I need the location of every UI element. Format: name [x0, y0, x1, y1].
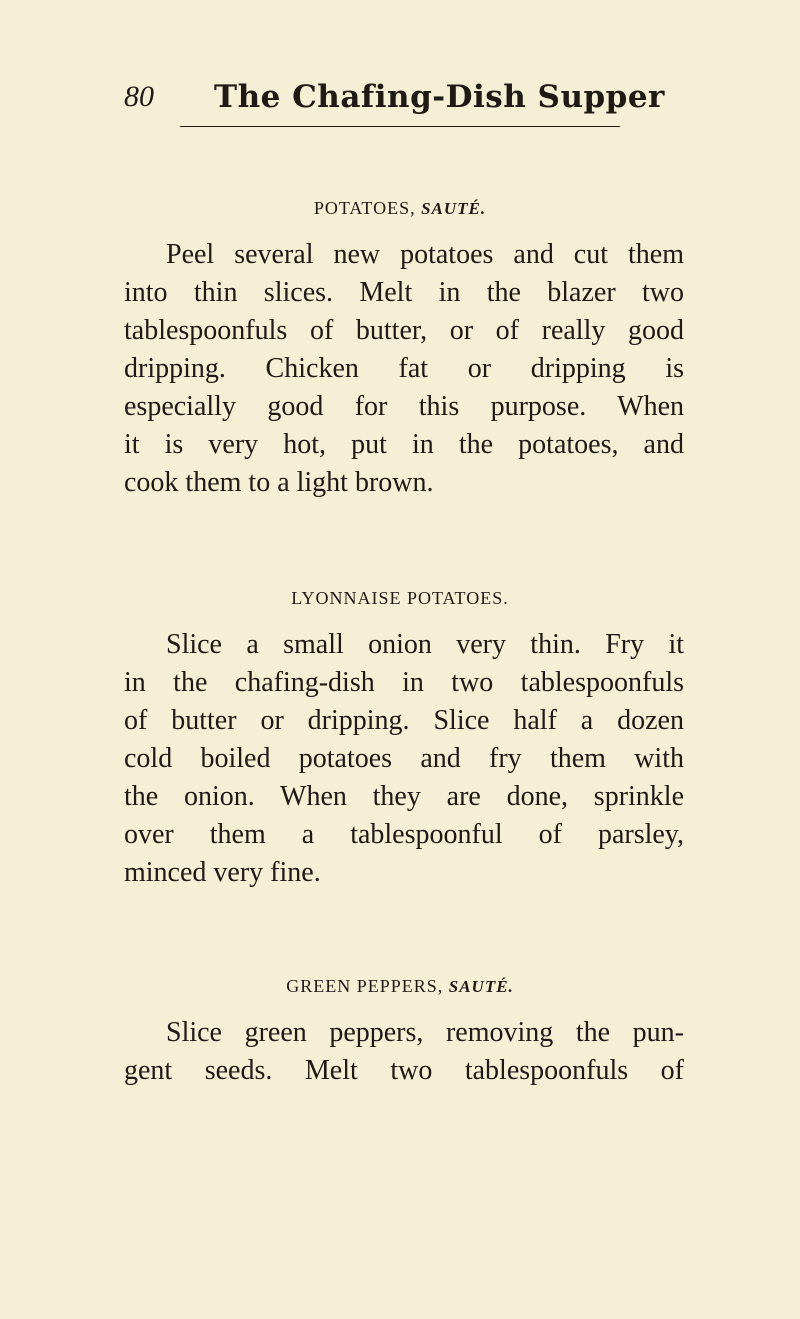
- text-line: cook them to a light brown.: [124, 467, 434, 498]
- section-title: POTATOES,: [313, 198, 416, 218]
- text-line: the onion. When they are done, sprinkle: [124, 781, 684, 812]
- section-heading-lyonnaise-potatoes: [0, 586, 800, 610]
- text-line: tablespoonfuls of butter, or of really good: [124, 315, 684, 346]
- text-line: Slice a small onion very thin. Fry it: [166, 629, 684, 660]
- recipe-paragraph-green-peppers: [124, 1014, 684, 1090]
- text-line: into thin slices. Melt in the blazer two: [124, 277, 684, 308]
- section-title: GREEN PEPPERS,: [286, 976, 444, 996]
- text-line: dripping. Chicken fat or dripping is: [124, 353, 684, 384]
- text-line: over them a tablespoonful of parsley,: [124, 819, 684, 850]
- recipe-paragraph-potatoes-saute: [124, 236, 684, 502]
- text-line: minced very fine.: [124, 857, 321, 888]
- text-line: in the chafing-dish in two tablespoonfuls: [124, 667, 684, 698]
- section-heading-green-peppers-saute: [0, 974, 800, 999]
- text-line: Peel several new potatoes and cut them: [166, 239, 684, 270]
- text-line: gent seeds. Melt two tablespoonfuls of: [124, 1055, 684, 1086]
- text-line: it is very hot, put in the potatoes, and: [124, 429, 684, 460]
- section-title-italic: SAUTÉ.: [421, 199, 487, 218]
- header-rule: [180, 126, 620, 127]
- section-title: LYONNAISE POTATOES.: [291, 588, 509, 608]
- text-line: Slice green peppers, removing the pun-: [166, 1017, 684, 1048]
- text-line: of butter or dripping. Slice half a dozen: [124, 705, 684, 736]
- page-header: [124, 80, 684, 114]
- section-heading-potatoes-saute: [0, 196, 800, 221]
- recipe-paragraph-lyonnaise-potatoes: [124, 626, 684, 892]
- section-title-italic: SAUTÉ.: [448, 977, 514, 996]
- running-title: The Chafing-Dish Supper: [214, 79, 665, 115]
- page-number: 80: [124, 80, 154, 113]
- text-line: especially good for this purpose. When: [124, 391, 684, 422]
- text-line: cold boiled potatoes and fry them with: [124, 743, 684, 774]
